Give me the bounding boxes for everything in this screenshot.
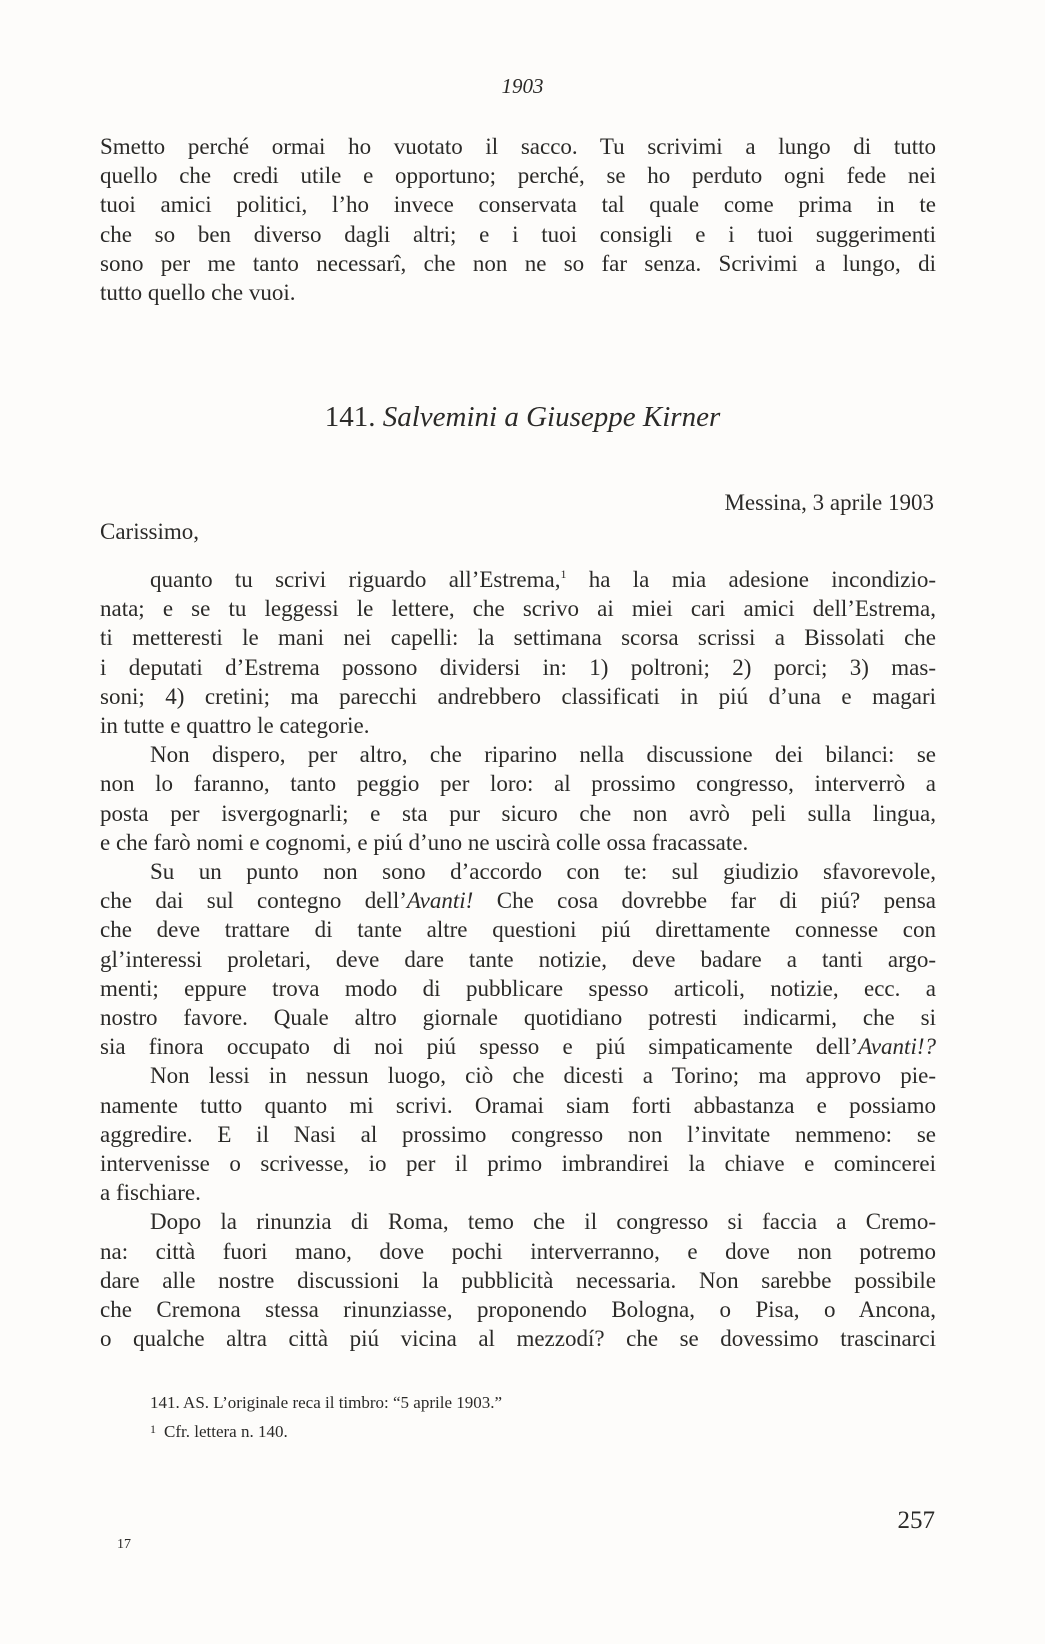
- text-line: intervenisse o scrivesse, io per il primo imbrandirei la chiave e comincerei: [100, 1151, 936, 1177]
- text-line: aggredire. E il Nasi al prossimo congresso non l’invitate nemmeno: se: [100, 1121, 936, 1147]
- letter-body: [100, 560, 936, 1353]
- text-line: dare alle nostre discussioni la pubblicità necessaria. Non sarebbe possibile: [100, 1267, 936, 1293]
- text-line: che dai sul contegno dell’Avanti! Che cosa dovrebbe far di piú? pensa: [100, 888, 936, 914]
- text-line: Dopo la rinunzia di Roma, temo che il congresso si faccia a Cremo-: [150, 1209, 936, 1235]
- text-line: a fischiare.: [100, 1180, 201, 1206]
- text-line: nostro favore. Quale altro giornale quotidiano potresti indicarmi, che si: [100, 1005, 936, 1031]
- text-line: soni; 4) cretini; ma parecchi andrebbero classificati in piú d’una e magari: [100, 683, 936, 709]
- text-line: posta per isvergognarli; e sta pur sicuro che non avrò peli sulla lingua,: [100, 800, 936, 826]
- text-line: namente tutto quanto mi scrivi. Oramai siam forti abbastanza e possiamo: [100, 1092, 936, 1118]
- footnote-reference: 1: [560, 567, 567, 581]
- text-line: non lo faranno, tanto peggio per loro: al prossimo congresso, interverrò a: [100, 771, 936, 797]
- text-line: ti metteresti le mani nei capelli: la settimana scorsa scrissi a Bissolati che: [100, 625, 936, 651]
- text-line: tuoi amici politici, l’ho invece conservata tal quale come prima in te: [100, 192, 936, 218]
- text-line: na: città fuori mano, dove pochi interverranno, e dove non potremo: [100, 1238, 936, 1264]
- text-line: quanto tu scrivi riguardo all’Estrema,$^1$ ha la mia adesione incondizio-: [150, 567, 936, 592]
- text-line: sono per me tanto necessarî, che non ne so far senza. Scrivimi a lungo, di: [100, 250, 936, 276]
- page-number: 257: [897, 1507, 935, 1534]
- text-line: che deve trattare di tante altre questioni piú direttamente connesse con: [100, 917, 936, 943]
- newspaper-title: Avanti!: [406, 888, 474, 914]
- running-head: 1903: [501, 74, 544, 98]
- text-line: nata; e se tu leggessi le lettere, che scrivo ai miei cari amici dell’Estrema,: [100, 596, 936, 622]
- footnote-141: 141. AS. L’originale reca il timbro: “5 aprile 1903.”: [150, 1393, 503, 1412]
- footnote-1: $^1$ Cfr. lettera n. 140.: [150, 1422, 288, 1441]
- text-line: che Cremona stessa rinunziasse, proponendo Bologna, o Pisa, o Ancona,: [100, 1297, 936, 1323]
- letter-number: 141.: [324, 401, 376, 433]
- text-line: in tutte e quattro le categorie.: [100, 713, 370, 739]
- salutation: Carissimo,: [100, 519, 200, 544]
- footnotes: [150, 1390, 870, 1445]
- text-line: e che farò nomi e cognomi, e piú d’uno ne uscirà colle ossa fracassate.: [100, 829, 749, 855]
- text-line: gl’interessi proletari, deve dare tante notizie, deve badare a tanti argo-: [100, 946, 936, 972]
- text-line: quello che credi utile e opportuno; perché, se ho perduto ogni fede nei: [100, 163, 936, 189]
- signature-mark: 17: [117, 1537, 131, 1552]
- text-line: Su un punto non sono d’accordo con te: sul giudizio sfavorevole,: [150, 859, 936, 885]
- text-line: tutto quello che vuoi.: [100, 280, 296, 306]
- text-line: o qualche altra città piú vicina al mezzodí? che se dovessimo trascinarci: [100, 1326, 936, 1352]
- text-line: menti; eppure trova modo di pubblicare spesso articoli, notizie, ecc. a: [100, 975, 936, 1001]
- text-line: Non dispero, per altro, che riparino nella discussione dei bilanci: se: [150, 742, 936, 768]
- place-date: Messina, 3 aprile 1903: [724, 490, 934, 515]
- letter-title: Salvemini a Giuseppe Kirner: [382, 401, 721, 433]
- text-line: che so ben diverso dagli altri; e i tuoi consigli e i tuoi suggerimenti: [100, 221, 936, 247]
- letter-heading: [0, 401, 1045, 434]
- text-line: i deputati d’Estrema possono dividersi in: 1) poltroni; 2) porci; 3) mas-: [100, 654, 936, 680]
- newspaper-title: Avanti!?: [858, 1034, 936, 1060]
- text-line: Non lessi in nessun luogo, ciò che dicesti a Torino; ma approvo pie-: [150, 1063, 936, 1089]
- continued-paragraph: [100, 132, 936, 307]
- text-line: Smetto perché ormai ho vuotato il sacco. Tu scrivimi a lungo di tutto: [100, 134, 936, 159]
- text-line: sia finora occupato di noi piú spesso e piú simpaticamente dell’Avanti!?: [100, 1034, 936, 1060]
- footnote-mark: 1: [150, 1422, 156, 1436]
